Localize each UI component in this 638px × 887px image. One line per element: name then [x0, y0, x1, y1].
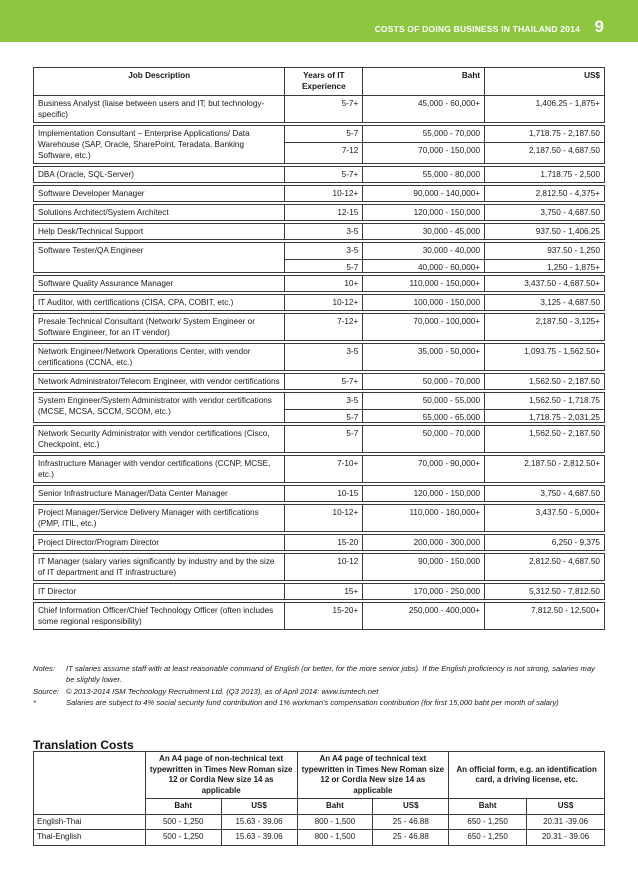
years-value: 10+ [344, 279, 359, 288]
price-cell: 500 - 1,250 [145, 814, 221, 830]
salary-row [34, 486, 605, 502]
price-cell: 500 - 1,250 [145, 830, 221, 846]
years-cell [285, 243, 363, 273]
baht-cell [363, 344, 485, 371]
salary-row [34, 186, 605, 202]
years-value: 3-5 [346, 347, 359, 356]
job-description: Implementation Consultant – Enterprise Applications/ Data Warehouse (SAP, Oracle, SharePoint, Teradata, Banking Software, etc.) [34, 126, 285, 164]
baht-value: 50,000 - 70,000 [422, 377, 481, 386]
price-cell: 25 - 46.88 [373, 814, 449, 830]
job-description: Business Analyst (liaise between users and IT; but technology-specific) [34, 96, 285, 123]
years-cell [285, 393, 363, 423]
baht-cell [363, 186, 485, 202]
salary-row [34, 276, 605, 292]
baht-cell [363, 535, 485, 551]
job-description: Presale Technical Consultant (Network/ System Engineer or Software Engineer, for an IT vendor) [34, 314, 285, 341]
usd-cell [485, 554, 605, 581]
years-cell [285, 205, 363, 221]
baht-value: 70,000 - 150,000 [363, 142, 484, 153]
translation-currency-row [34, 799, 605, 815]
source-row [33, 686, 605, 697]
col-baht: Baht [363, 68, 485, 96]
baht-value: 30,000 - 40,000 [422, 246, 481, 255]
years-value: 7-12+ [337, 317, 359, 326]
job-description: Software Developer Manager [34, 186, 285, 202]
usd-cell [485, 205, 605, 221]
price-cell: 25 - 46.88 [373, 830, 449, 846]
job-description: IT Director [34, 584, 285, 600]
job-description: Software Quality Assurance Manager [34, 276, 285, 292]
usd-value: 2,812.50 - 4,687.50 [528, 557, 600, 566]
years-cell [285, 554, 363, 581]
years-value: 10-12+ [332, 508, 359, 517]
usd-cell [485, 295, 605, 311]
usd-value: 1,718.75 - 2,187.50 [528, 129, 600, 138]
salary-row [34, 314, 605, 341]
years-value: 5-7+ [341, 170, 359, 179]
translation-row-english-thai [34, 814, 605, 830]
price-cell: 800 - 1,500 [297, 814, 373, 830]
years-cell [285, 456, 363, 483]
years-cell [285, 603, 363, 630]
currency-header: US$ [221, 799, 297, 815]
years-cell [285, 96, 363, 123]
usd-value: 1,718.75 - 2,031.25 [485, 409, 604, 420]
usd-value: 7,812.50 - 12,500+ [531, 606, 600, 615]
running-header: COSTS OF DOING BUSINESS IN THAILAND 2014 [374, 24, 580, 34]
salary-row [34, 393, 605, 423]
baht-value: 90,000 - 140,000+ [413, 189, 481, 198]
usd-value: 3,125 - 4,687.50 [540, 298, 600, 307]
baht-value: 55,000 - 80,000 [422, 170, 481, 179]
years-cell [285, 167, 363, 183]
price-cell: 20.31 - 39.06 [527, 830, 605, 846]
group-official-form: An official form, e.g. an identification card, a driving license, etc. [449, 752, 605, 799]
baht-cell [363, 426, 485, 453]
years-value: 5-7 [346, 429, 359, 438]
usd-value: 1,562.50 - 2,187.50 [528, 377, 600, 386]
salary-row [34, 456, 605, 483]
translation-table [33, 751, 605, 846]
usd-value: 3,437.50 - 4,687.50+ [524, 279, 600, 288]
usd-cell [485, 96, 605, 123]
usd-value: 1,562.50 - 2,187.50 [528, 429, 600, 438]
baht-cell [363, 224, 485, 240]
years-cell [285, 426, 363, 453]
job-description: Senior Infrastructure Manager/Data Center Manager [34, 486, 285, 502]
usd-value: 5,312.50 - 7,812.50 [528, 587, 600, 596]
salary-table [33, 67, 605, 630]
job-description: Software Tester/QA Engineer [34, 243, 285, 273]
job-description: Infrastructure Manager with vendor certifications (CCNP, MCSE, etc.) [34, 456, 285, 483]
usd-value: 2,812.50 - 4,375+ [535, 189, 600, 198]
usd-cell [485, 276, 605, 292]
baht-value: 30,000 - 45,000 [422, 227, 481, 236]
salary-row [34, 126, 605, 164]
usd-value: 937.50 - 1,250 [547, 246, 600, 255]
years-cell [285, 314, 363, 341]
usd-cell [485, 167, 605, 183]
years-value: 10-12+ [332, 189, 359, 198]
salary-row [34, 295, 605, 311]
translation-corner-lower [34, 799, 146, 815]
usd-cell [485, 186, 605, 202]
footnote-label: * [33, 698, 36, 708]
years-cell [285, 126, 363, 164]
salary-row [34, 224, 605, 240]
baht-value: 120,000 - 150,000 [413, 208, 481, 217]
usd-cell [485, 535, 605, 551]
years-value: 5-7+ [341, 377, 359, 386]
baht-value: 110,000 - 160,000+ [409, 508, 481, 517]
years-cell [285, 374, 363, 390]
usd-value: 937.50 - 1,406.25 [535, 227, 600, 236]
years-cell [285, 344, 363, 371]
years-cell [285, 486, 363, 502]
usd-value: 1,406.25 - 1,875+ [535, 99, 600, 108]
baht-cell [363, 554, 485, 581]
price-cell: 800 - 1,500 [297, 830, 373, 846]
years-value: 15+ [344, 587, 359, 596]
baht-value: 35,000 - 50,000+ [417, 347, 481, 356]
years-value: 5-7 [285, 409, 362, 420]
baht-value: 70,000 - 100,000+ [413, 317, 481, 326]
header-bar [0, 0, 638, 42]
baht-cell [363, 96, 485, 123]
years-cell [285, 224, 363, 240]
footnote-text: Salaries are subject to 4% social security fund contribution and 1% workman's compensation contribution (for first 15,000 baht per month of salary) [66, 698, 559, 708]
price-cell: 650 - 1,250 [449, 830, 527, 846]
baht-value: 200,000 - 300,000 [413, 538, 481, 547]
baht-value: 70,000 - 90,000+ [417, 459, 481, 468]
usd-cell [485, 603, 605, 630]
baht-cell [363, 295, 485, 311]
salary-row [34, 584, 605, 600]
usd-cell [485, 393, 605, 423]
language-pair: English-Thai [34, 814, 146, 830]
price-cell: 650 - 1,250 [449, 814, 527, 830]
salary-row [34, 344, 605, 371]
usd-cell [485, 486, 605, 502]
usd-cell [485, 374, 605, 390]
note-row [33, 663, 605, 686]
note-text: IT salaries assume staff with at least reasonable command of English (or better, for the more senior jobs). If the English proficiency is not strong, salaries may be slightly lower. [66, 664, 595, 685]
source-text: © 2013-2014 ISM Technology Recruitment Ltd. (Q3 2013), as of April 2014: www.ismtech.net [66, 686, 379, 696]
source-label: Source: [33, 686, 60, 696]
baht-cell [363, 314, 485, 341]
baht-cell [363, 167, 485, 183]
usd-value: 1,093.75 - 1,562.50+ [524, 347, 600, 356]
baht-value: 40,000 - 60,000+ [363, 259, 484, 270]
baht-cell [363, 243, 485, 273]
salary-row [34, 554, 605, 581]
footnote-row [33, 697, 605, 708]
salary-row [34, 96, 605, 123]
job-description: DBA (Oracle, SQL-Server) [34, 167, 285, 183]
salary-row [34, 374, 605, 390]
translation-row-thai-english [34, 830, 605, 846]
currency-header: US$ [527, 799, 605, 815]
years-value: 5-7+ [341, 99, 359, 108]
usd-value: 2,187.50 - 3,125+ [535, 317, 600, 326]
translation-costs-title: Translation Costs [33, 738, 134, 752]
baht-value: 45,000 - 60,000+ [417, 99, 481, 108]
price-cell: 15.63 - 39.06 [221, 830, 297, 846]
usd-cell [485, 224, 605, 240]
currency-header: US$ [373, 799, 449, 815]
baht-cell [363, 486, 485, 502]
usd-value: 6,250 - 9,375 [551, 538, 600, 547]
salary-row [34, 205, 605, 221]
years-value: 7-12 [285, 142, 362, 153]
years-value: 10-12 [337, 557, 359, 566]
job-description: Network Administrator/Telecom Engineer, with vendor certifications [34, 374, 285, 390]
job-description: Chief Information Officer/Chief Technology Officer (often includes some regional responsibility) [34, 603, 285, 630]
price-cell: 20.31 -39.06 [527, 814, 605, 830]
currency-header: Baht [449, 799, 527, 815]
years-value: 5-7 [285, 259, 362, 270]
usd-value: 3,437.50 - 5,000+ [535, 508, 600, 517]
note-label: Notes: [33, 664, 55, 673]
baht-value: 55,000 - 65,000 [363, 409, 484, 420]
years-value: 3-5 [346, 246, 359, 255]
baht-value: 50,000 - 70,000 [422, 429, 481, 438]
salary-row [34, 505, 605, 532]
baht-cell [363, 584, 485, 600]
translation-corner [34, 752, 146, 799]
job-description: Project Manager/Service Delivery Manager with certifications (PMP, ITIL, etc.) [34, 505, 285, 532]
usd-value: 3,750 - 4,687.50 [540, 208, 600, 217]
salary-row [34, 243, 605, 273]
baht-cell [363, 276, 485, 292]
usd-value: 3,750 - 4,687.50 [540, 489, 600, 498]
language-pair: Thai-English [34, 830, 146, 846]
years-cell [285, 276, 363, 292]
usd-value: 1,718.75 - 2,500 [540, 170, 600, 179]
years-value: 15-20+ [332, 606, 359, 615]
col-years: Years of IT Experience [285, 68, 363, 96]
usd-cell [485, 584, 605, 600]
usd-cell [485, 126, 605, 164]
usd-cell [485, 314, 605, 341]
job-description: Network Security Administrator with vendor certifications (Cisco, Checkpoint, etc.) [34, 426, 285, 453]
currency-header: Baht [145, 799, 221, 815]
baht-value: 120,000 - 150,000 [413, 489, 481, 498]
currency-header: Baht [297, 799, 373, 815]
salary-row [34, 167, 605, 183]
baht-cell [363, 205, 485, 221]
job-description: Project Director/Program Director [34, 535, 285, 551]
baht-cell [363, 505, 485, 532]
baht-value: 55,000 - 70,000 [422, 129, 481, 138]
page-number: 9 [594, 17, 604, 36]
usd-cell [485, 505, 605, 532]
baht-cell [363, 393, 485, 423]
baht-cell [363, 456, 485, 483]
job-description: IT Manager (salary varies significantly by industry and by the size of IT department and IT infrastructure) [34, 554, 285, 581]
years-cell [285, 295, 363, 311]
job-description: Help Desk/Technical Support [34, 224, 285, 240]
job-description: IT Auditor, with certifications (CISA, CPA, COBIT, etc.) [34, 295, 285, 311]
usd-value: 2,187.50 - 4,687.50 [485, 142, 604, 153]
translation-group-row [34, 752, 605, 799]
notes [33, 663, 605, 709]
years-value: 15-20 [337, 538, 359, 547]
usd-cell [485, 426, 605, 453]
years-cell [285, 584, 363, 600]
baht-cell [363, 126, 485, 164]
salary-table-header [34, 68, 605, 96]
years-cell [285, 186, 363, 202]
years-value: 3-5 [346, 396, 359, 405]
col-usd: US$ [485, 68, 605, 96]
years-value: 12-15 [337, 208, 359, 217]
years-value: 5-7 [346, 129, 359, 138]
years-value: 10-12+ [332, 298, 359, 307]
years-cell [285, 535, 363, 551]
price-cell: 15.63 - 39.06 [221, 814, 297, 830]
usd-cell [485, 344, 605, 371]
baht-value: 50,000 - 55,000 [422, 396, 481, 405]
years-value: 7-10+ [337, 459, 359, 468]
col-job-description: Job Description [34, 68, 285, 96]
usd-value: 1,250 - 1,875+ [485, 259, 604, 270]
salary-row [34, 535, 605, 551]
baht-value: 170,000 - 250,000 [413, 587, 481, 596]
group-technical: An A4 page of technical text typewritten in Times New Roman size 12 or Cordia New size 14 as applicable [297, 752, 449, 799]
job-description: Network Engineer/Network Operations Center, with vendor certifications (CCNA, etc.) [34, 344, 285, 371]
years-value: 3-5 [346, 227, 359, 236]
baht-cell [363, 603, 485, 630]
usd-value: 1,562.50 - 1,718.75 [528, 396, 600, 405]
years-value: 10-15 [337, 489, 359, 498]
job-description: System Engineer/System Administrator with vendor certifications (MCSE, MCSA, SCCM, SCOM, etc.) [34, 393, 285, 423]
usd-cell [485, 456, 605, 483]
baht-cell [363, 374, 485, 390]
baht-value: 90,000 - 150,000 [418, 557, 481, 566]
baht-value: 100,000 - 150,000 [413, 298, 481, 307]
salary-table-body [34, 96, 605, 630]
job-description: Solutions Architect/System Architect [34, 205, 285, 221]
years-cell [285, 505, 363, 532]
usd-cell [485, 243, 605, 273]
salary-row [34, 426, 605, 453]
baht-value: 250,000 - 400,000+ [408, 606, 481, 615]
usd-value: 2,187.50 - 2,812.50+ [524, 459, 600, 468]
baht-value: 110,000 - 150,000+ [409, 279, 481, 288]
group-non-technical: An A4 page of non-technical text typewritten in Times New Roman size 12 or Cordia New size 14 as applicable [145, 752, 297, 799]
salary-row [34, 603, 605, 630]
